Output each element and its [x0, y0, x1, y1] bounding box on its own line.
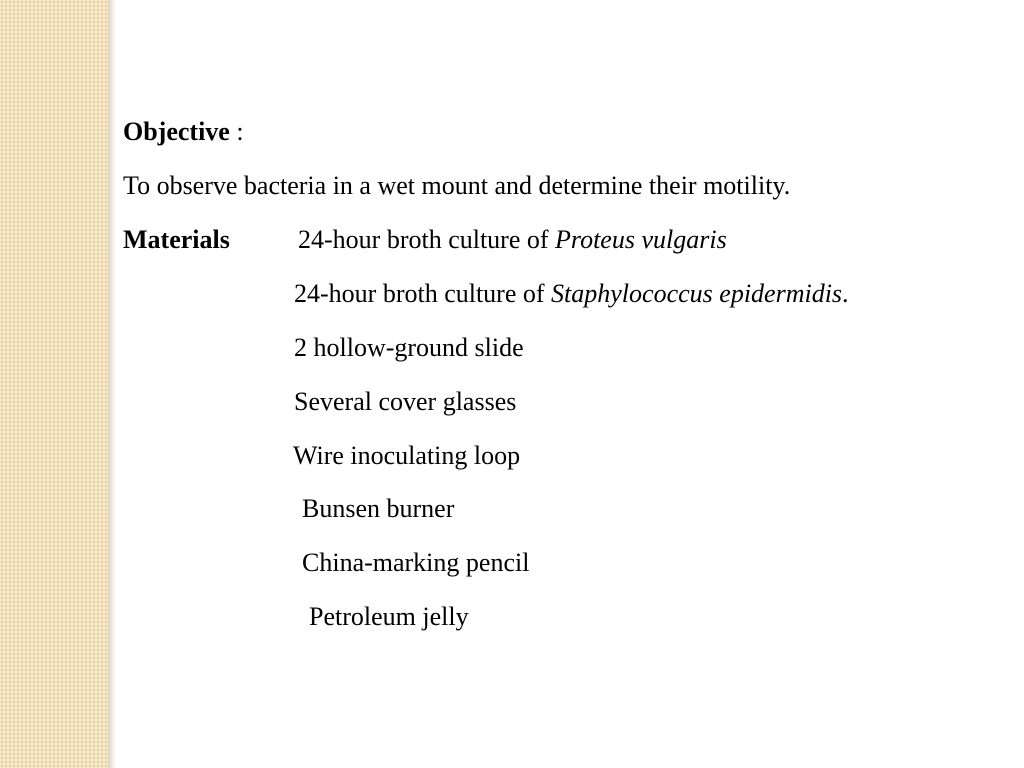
- side-band-shadow: [108, 0, 116, 768]
- material-item: Petroleum jelly: [309, 602, 469, 631]
- objective-separator: :: [229, 117, 244, 146]
- material-item-text: 24-hour broth culture of: [298, 225, 556, 254]
- decorative-side-band: [0, 0, 108, 768]
- material-item: 2 hollow-ground slide: [294, 333, 524, 362]
- material-item-organism: Staphylococcus epidermidis: [551, 279, 843, 308]
- material-item-text: 24-hour broth culture of: [294, 279, 552, 308]
- material-item: Wire inoculating loop: [293, 441, 521, 470]
- material-item: China-marking pencil: [302, 548, 530, 577]
- material-item-suffix: .: [842, 279, 849, 308]
- material-item-organism: Proteus vulgaris: [555, 225, 727, 254]
- objective-label: Objective: [123, 117, 230, 146]
- objective-text: To observe bacteria in a wet mount and determine their motility.: [123, 171, 791, 200]
- material-item: Several cover glasses: [294, 387, 517, 416]
- materials-label: Materials: [123, 225, 230, 254]
- material-item: [294, 279, 849, 309]
- material-item: [298, 225, 727, 255]
- material-item: Bunsen burner: [302, 494, 455, 523]
- objective-heading: [123, 117, 244, 147]
